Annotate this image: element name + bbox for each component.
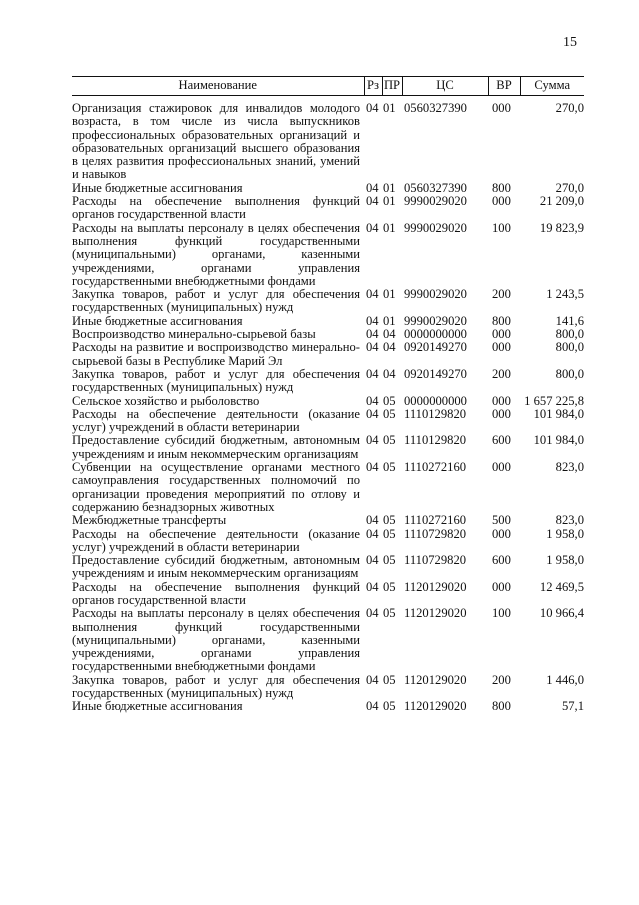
header-pr: ПР — [382, 77, 402, 96]
cell-sum: 57,1 — [561, 699, 584, 714]
cell-vr: 000 — [492, 327, 511, 342]
table-row — [72, 408, 584, 435]
table-row — [72, 315, 584, 328]
table-row — [72, 528, 584, 555]
cell-sum: 1 446,0 — [546, 672, 584, 687]
cell-name: Расходы на развитие и воспроизводство минерально-сырьевой базы в Республике Марий Эл — [72, 340, 360, 368]
cell-sum: 800,0 — [555, 340, 584, 355]
cell-rz: 04 — [366, 672, 379, 687]
cell-rz: 04 — [366, 526, 379, 541]
cell-name: Расходы на выплаты персоналу в целях обеспечения выполнения функций государственными (муниципальными) органами, казенными учреждениями, органами управления государственными внебюджетными фондами — [72, 606, 360, 674]
table-row — [72, 674, 584, 701]
cell-sum: 1 243,5 — [546, 287, 584, 302]
table-row — [72, 96, 584, 182]
cell-vr: 000 — [492, 393, 511, 408]
table-row — [72, 607, 584, 673]
cell-cs: 9990029020 — [404, 287, 467, 302]
cell-sum: 19 823,9 — [539, 220, 584, 235]
cell-name: Иные бюджетные ассигнования — [72, 180, 243, 195]
cell-sum: 823,0 — [555, 513, 584, 528]
cell-sum: 270,0 — [555, 180, 584, 195]
cell-sum: 10 966,4 — [539, 606, 584, 621]
cell-vr: 100 — [492, 220, 511, 235]
cell-vr: 600 — [492, 433, 511, 448]
cell-pr: 05 — [383, 393, 396, 408]
cell-cs: 1120129020 — [404, 672, 467, 687]
cell-cs: 1120129020 — [404, 579, 467, 594]
cell-name: Субвенции на осуществление органами местного самоуправления государственных полномочий по организации проведения мероприятий по отлову и содержанию безнадзорных животных — [72, 460, 360, 514]
cell-name: Предоставление субсидий бюджетным, автономным учреждениям и иным некоммерческим организациям — [72, 433, 360, 461]
cell-rz: 04 — [366, 327, 379, 342]
cell-vr: 000 — [492, 406, 511, 421]
table-row — [72, 581, 584, 608]
table-row — [72, 514, 584, 527]
table-row — [72, 222, 584, 288]
cell-name: Расходы на обеспечение выполнения функций органов государственной власти — [72, 194, 360, 222]
cell-cs: 0920149270 — [404, 366, 467, 381]
cell-cs: 0560327390 — [404, 180, 467, 195]
cell-vr: 000 — [492, 194, 511, 209]
cell-vr: 000 — [492, 460, 511, 475]
page-number: 15 — [563, 35, 577, 50]
cell-pr: 05 — [383, 606, 396, 621]
cell-pr: 05 — [383, 699, 396, 714]
cell-vr: 000 — [492, 579, 511, 594]
cell-pr: 05 — [383, 433, 396, 448]
cell-name: Закупка товаров, работ и услуг для обеспечения государственных (муниципальных) нужд — [72, 287, 360, 315]
cell-pr: 04 — [383, 327, 396, 342]
cell-pr: 05 — [383, 672, 396, 687]
cell-cs: 1110129820 — [404, 433, 467, 448]
cell-rz: 04 — [366, 460, 379, 475]
cell-vr: 100 — [492, 606, 511, 621]
cell-name: Расходы на обеспечение выполнения функций органов государственной власти — [72, 579, 360, 607]
cell-cs: 1110729820 — [404, 526, 467, 541]
cell-vr: 200 — [492, 672, 511, 687]
cell-cs: 1110129820 — [404, 406, 467, 421]
table-row — [72, 461, 584, 514]
cell-rz: 04 — [366, 180, 379, 195]
cell-pr: 05 — [383, 553, 396, 568]
cell-cs: 0920149270 — [404, 340, 467, 355]
cell-name: Организация стажировок для инвалидов молодого возраста, в том числе из числа выпускников профессиональных образовательных организаций и образовательных организаций высшего образования в целях развития профессиональных знаний, умений и навыков — [72, 101, 360, 182]
cell-pr: 01 — [383, 180, 396, 195]
cell-pr: 05 — [383, 526, 396, 541]
cell-pr: 01 — [383, 220, 396, 235]
cell-pr: 05 — [383, 513, 396, 528]
cell-pr: 05 — [383, 579, 396, 594]
cell-sum: 800,0 — [555, 366, 584, 381]
cell-vr: 200 — [492, 366, 511, 381]
cell-pr: 01 — [383, 313, 396, 328]
cell-vr: 200 — [492, 287, 511, 302]
cell-cs: 0000000000 — [404, 393, 467, 408]
cell-vr: 600 — [492, 553, 511, 568]
table-row — [72, 288, 584, 315]
cell-vr: 800 — [492, 699, 511, 714]
cell-cs: 9990029020 — [404, 313, 467, 328]
cell-rz: 04 — [366, 433, 379, 448]
cell-pr: 01 — [383, 287, 396, 302]
cell-sum: 823,0 — [555, 460, 584, 475]
cell-name: Расходы на выплаты персоналу в целях обеспечения выполнения функций государственными (муниципальными) органами, казенными учреждениями, органами управления государственными внебюджетными фондами — [72, 220, 360, 288]
cell-name: Расходы на обеспечение деятельности (оказание услуг) учреждений в области ветеринарии — [72, 526, 360, 554]
cell-cs: 0560327390 — [404, 101, 467, 115]
cell-pr: 01 — [383, 194, 396, 209]
cell-name: Закупка товаров, работ и услуг для обеспечения государственных (муниципальных) нужд — [72, 366, 360, 395]
cell-vr: 000 — [492, 526, 511, 541]
table-row — [72, 554, 584, 581]
cell-rz: 04 — [366, 194, 379, 209]
cell-rz: 04 — [366, 606, 379, 621]
cell-pr: 04 — [383, 340, 396, 355]
cell-pr: 01 — [383, 101, 396, 115]
cell-name: Иные бюджетные ассигнования — [72, 313, 243, 328]
table-body — [72, 96, 584, 714]
cell-vr: 800 — [492, 180, 511, 195]
cell-rz: 04 — [366, 406, 379, 421]
table-header — [72, 77, 584, 96]
cell-sum: 1 958,0 — [546, 553, 584, 568]
cell-rz: 04 — [366, 579, 379, 594]
cell-name: Иные бюджетные ассигнования — [72, 699, 243, 714]
table-row — [72, 195, 584, 222]
cell-sum: 800,0 — [555, 327, 584, 342]
table-row — [72, 182, 584, 195]
cell-name: Расходы на обеспечение деятельности (оказание услуг) учреждений в области ветеринарии — [72, 406, 360, 435]
cell-rz: 04 — [366, 513, 379, 528]
cell-pr: 04 — [383, 366, 396, 381]
cell-name: Предоставление субсидий бюджетным, автономным учреждениям и иным некоммерческим организациям — [72, 553, 360, 581]
cell-cs: 1110272160 — [404, 460, 467, 475]
table-row — [72, 700, 584, 713]
cell-rz: 04 — [366, 220, 379, 235]
cell-sum: 101 984,0 — [533, 406, 584, 421]
cell-sum: 101 984,0 — [533, 433, 584, 448]
cell-rz: 04 — [366, 340, 379, 355]
budget-table — [72, 76, 584, 714]
cell-sum: 12 469,5 — [539, 579, 584, 594]
header-sum: Сумма — [520, 77, 584, 96]
cell-cs: 1120129020 — [404, 699, 467, 714]
cell-cs: 1110729820 — [404, 553, 467, 568]
table-row — [72, 341, 584, 368]
cell-pr: 05 — [383, 406, 396, 421]
cell-rz: 04 — [366, 366, 379, 381]
header-rz: Рз — [364, 77, 382, 96]
cell-name: Сельское хозяйство и рыболовство — [72, 393, 260, 408]
cell-sum: 1 657 225,8 — [524, 393, 584, 408]
header-vr: ВР — [488, 77, 520, 96]
cell-rz: 04 — [366, 101, 379, 115]
cell-vr: 800 — [492, 313, 511, 328]
cell-rz: 04 — [366, 287, 379, 302]
cell-pr: 05 — [383, 460, 396, 475]
table-row — [72, 395, 584, 408]
cell-cs: 9990029020 — [404, 194, 467, 209]
cell-rz: 04 — [366, 313, 379, 328]
cell-name: Закупка товаров, работ и услуг для обеспечения государственных (муниципальных) нужд — [72, 672, 360, 701]
cell-sum: 21 209,0 — [539, 194, 584, 209]
table-row — [72, 434, 584, 461]
cell-cs: 0000000000 — [404, 327, 467, 342]
cell-cs: 1110272160 — [404, 513, 467, 528]
cell-sum: 141,6 — [555, 313, 584, 328]
cell-vr: 000 — [492, 101, 511, 115]
cell-rz: 04 — [366, 393, 379, 408]
cell-cs: 1120129020 — [404, 606, 467, 621]
cell-sum: 270,0 — [555, 101, 584, 115]
cell-vr: 000 — [492, 340, 511, 355]
table-row — [72, 368, 584, 395]
cell-vr: 500 — [492, 513, 511, 528]
cell-cs: 9990029020 — [404, 220, 467, 235]
header-cs: ЦС — [402, 77, 488, 96]
cell-sum: 1 958,0 — [546, 526, 584, 541]
header-name: Наименование — [72, 77, 364, 96]
cell-name: Воспроизводство минерально-сырьевой базы — [72, 327, 316, 342]
cell-rz: 04 — [366, 553, 379, 568]
cell-rz: 04 — [366, 699, 379, 714]
cell-name: Межбюджетные трансферты — [72, 513, 227, 528]
table-row — [72, 328, 584, 341]
